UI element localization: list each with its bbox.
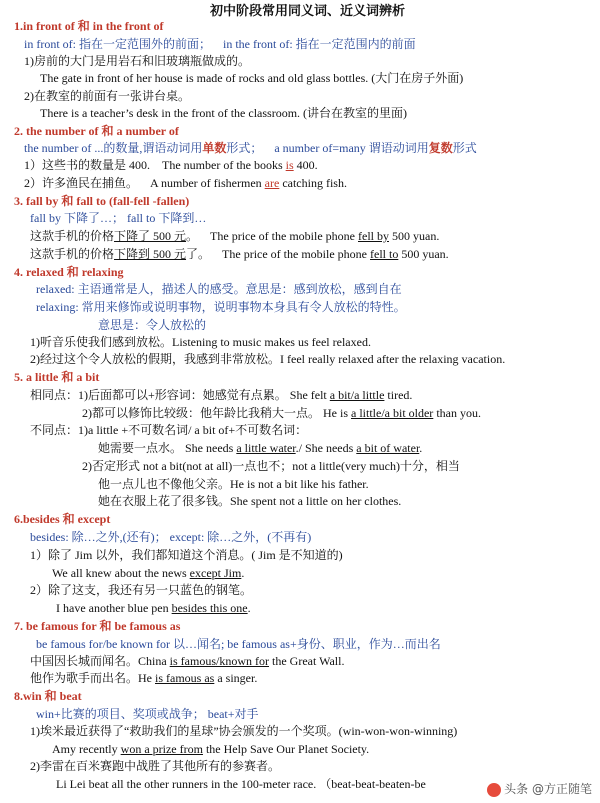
section-8-ex1-cn: 1)埃米最近获得了“救助我们的星球”协会颁发的一个奖项。(win-won-won-winning) bbox=[30, 724, 458, 738]
toutiao-logo-icon bbox=[487, 783, 501, 797]
section-4-ex2: 2)经过这个令人放松的假期，我感到非常放松。I feel really relaxed after the relaxing vacation. bbox=[30, 352, 506, 366]
section-2-ex1: 1）这些书的数量是 400. The number of the books is 400. bbox=[24, 158, 318, 172]
section-3-ex2: 这款手机的价格下降到 500 元了。 The price of the mobile phone fell to 500 yuan. bbox=[30, 247, 449, 261]
section-5-same-2: 2)都可以修饰比较级：他年龄比我稍大一点。 He is a little/a bit older than you. bbox=[82, 406, 481, 420]
section-6-ex1-cn: 1）除了 Jim 以外，我们都知道这个消息。( Jim 是不知道的) bbox=[30, 548, 343, 562]
section-8-ex2-en: Li Lei beat all the other runners in the 100-meter race. （beat-beat-beaten-be bbox=[56, 777, 426, 791]
section-6-ex2-cn: 2）除了这支，我还有另一只蓝色的钢笔。 bbox=[30, 583, 253, 597]
section-5-same-1: 相同点：1)后面都可以+形容词：她感觉有点累。 She felt a bit/a little tired. bbox=[30, 388, 413, 402]
section-1-def: in front of: 指在一定范围外的前面； in the front of: 指在一定范围内的前面 bbox=[24, 37, 416, 51]
section-1-ex1-en: The gate in front of her house is made of rocks and old glass bottles. (大门在房子外面) bbox=[40, 71, 464, 85]
section-1-ex2-en: There is a teacher’s desk in the front of the classroom. (讲台在教室的里面) bbox=[40, 106, 408, 120]
section-8-header: 8.win 和 beat bbox=[14, 689, 82, 703]
section-3-ex1: 这款手机的价格下降了 500 元。 The price of the mobile phone fell by 500 yuan. bbox=[30, 229, 440, 243]
section-7-header: 7. be famous for 和 be famous as bbox=[14, 619, 181, 633]
section-5-diff-1: 不同点：1)a little +不可数名词/ a bit of+不可数名词： bbox=[30, 423, 308, 437]
section-6-ex2-en: I have another blue pen besides this one. bbox=[56, 601, 251, 615]
section-4-def-meaning: 意思是：令人放松的 bbox=[98, 318, 207, 332]
section-4-header: 4. relaxed 和 relaxing bbox=[14, 265, 124, 279]
section-1-ex2-cn: 2)在教室的前面有一张讲台桌。 bbox=[24, 89, 190, 103]
section-2-ex2: 2）许多渔民在捕鱼。 A number of fishermen are catching fish. bbox=[24, 176, 347, 190]
section-8-ex1-en: Amy recently won a prize from the Help Save Our Planet Society. bbox=[52, 742, 370, 756]
watermark bbox=[487, 780, 592, 797]
section-4-def-relaxed: relaxed: 主语通常是人，描述人的感受。意思是：感到放松，感到自在 bbox=[36, 282, 402, 296]
section-5-diff-2-example-1: 他一点儿也不像他父亲。He is not a bit like his father. bbox=[98, 477, 369, 491]
section-7-ex2: 他作为歌手而出名。He is famous as a singer. bbox=[30, 671, 258, 685]
section-4-def-relaxing: relaxing: 常用来修饰或说明事物，说明事物本身具有令人放松的特性。 bbox=[36, 300, 406, 314]
section-5-header: 5. a little 和 a bit bbox=[14, 370, 100, 384]
section-5-diff-1-example: 她需要一点水。 She needs a little water./ She needs a bit of water. bbox=[98, 441, 423, 455]
section-5-diff-2-example-2: 她在衣服上花了很多钱。She spent not a little on her clothes. bbox=[98, 494, 402, 508]
section-6-ex1-en: We all knew about the news except Jim. bbox=[52, 566, 245, 580]
section-3-header: 3. fall by 和 fall to (fall-fell -fallen) bbox=[14, 194, 190, 208]
page-title: 初中阶段常用同义词、近义词辨析 bbox=[210, 3, 406, 18]
section-3-def: fall by 下降了…； fall to 下降到… bbox=[30, 211, 207, 225]
section-7-def: be famous for/be known for 以…闻名; be famous as+身份、职业，作为…而出名 bbox=[36, 637, 441, 651]
section-1-ex1-cn: 1)房前的大门是用岩石和旧玻璃瓶做成的。 bbox=[24, 54, 250, 68]
section-8-ex2-cn: 2)李雷在百米赛跑中战胜了其他所有的参赛者。 bbox=[30, 759, 280, 773]
section-5-diff-2: 2)否定形式 not a bit(not at all)一点也不；not a little(very much)十分，相当 bbox=[82, 459, 460, 473]
section-7-ex1: 中国因长城而闻名。China is famous/known for the Great Wall. bbox=[30, 654, 345, 668]
section-1-header: 1.in front of 和 in the front of bbox=[14, 19, 164, 33]
section-4-ex1: 1)听音乐使我们感到放松。Listening to music makes us feel relaxed. bbox=[30, 335, 371, 349]
section-8-def: win+比赛的项目、奖项或战争； beat+对手 bbox=[36, 707, 259, 721]
section-6-header: 6.besides 和 except bbox=[14, 512, 111, 526]
watermark-text: 头条 @方正随笔 bbox=[504, 782, 592, 796]
section-6-def: besides: 除…之外,(还有)； except: 除…之外，(不再有) bbox=[30, 530, 312, 544]
section-2-def: the number of ...的数量,谓语动词用单数形式； a number of=many 谓语动词用复数形式 bbox=[24, 141, 477, 155]
section-2-header: 2. the number of 和 a number of bbox=[14, 124, 179, 138]
